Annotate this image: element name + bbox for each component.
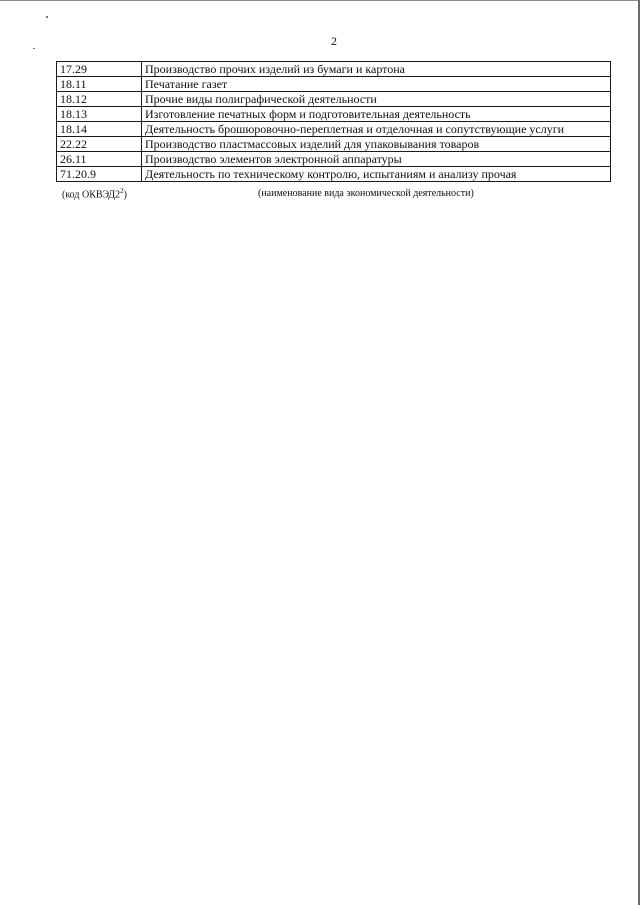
activity-name-cell: Производство элементов электронной аппаратуры: [142, 152, 611, 167]
table-row: [57, 92, 611, 107]
okved-code-cell: 71.20.9: [57, 167, 142, 182]
table-row: [57, 152, 611, 167]
table-row: [57, 77, 611, 92]
activity-name-cell: Деятельность по техническому контролю, испытаниям и анализу прочая: [142, 167, 611, 182]
table-row: [57, 137, 611, 152]
scan-speck: [46, 16, 48, 18]
okved-code-cell: 22.22: [57, 137, 142, 152]
footnote-marker: 2: [120, 187, 124, 195]
table-row: [57, 62, 611, 77]
activity-name-cell: Деятельность брошюровочно-переплетная и отделочная и сопутствующие услуги: [142, 122, 611, 137]
okved-code-cell: 18.14: [57, 122, 142, 137]
okved-table: [56, 61, 611, 182]
page-top-edge: [0, 0, 640, 1]
page-number: 2: [331, 34, 337, 48]
table-row: [57, 107, 611, 122]
activity-name-cell: Прочие виды полиграфической деятельности: [142, 92, 611, 107]
okved-code-caption-close: ): [123, 189, 127, 201]
okved-code-caption-label: (код ОКВЭД2: [62, 189, 121, 201]
okved-code-cell: 17.29: [57, 62, 142, 77]
okved-table-body: [57, 62, 611, 182]
table-row: [57, 167, 611, 182]
activity-name-cell: Производство пластмассовых изделий для упаковывания товаров: [142, 137, 611, 152]
activity-name-cell: Печатание газет: [142, 77, 611, 92]
activity-name-cell: Изготовление печатных форм и подготовительная деятельность: [142, 107, 611, 122]
okved-code-cell: 26.11: [57, 152, 142, 167]
okved-code-cell: 18.12: [57, 92, 142, 107]
activity-name-cell: Производство прочих изделий из бумаги и картона: [142, 62, 611, 77]
activity-name-caption: (наименование вида экономической деятельности): [258, 188, 474, 199]
okved-code-cell: 18.11: [57, 77, 142, 92]
okved-code-caption: [62, 187, 127, 200]
okved-code-cell: 18.13: [57, 107, 142, 122]
table-row: [57, 122, 611, 137]
